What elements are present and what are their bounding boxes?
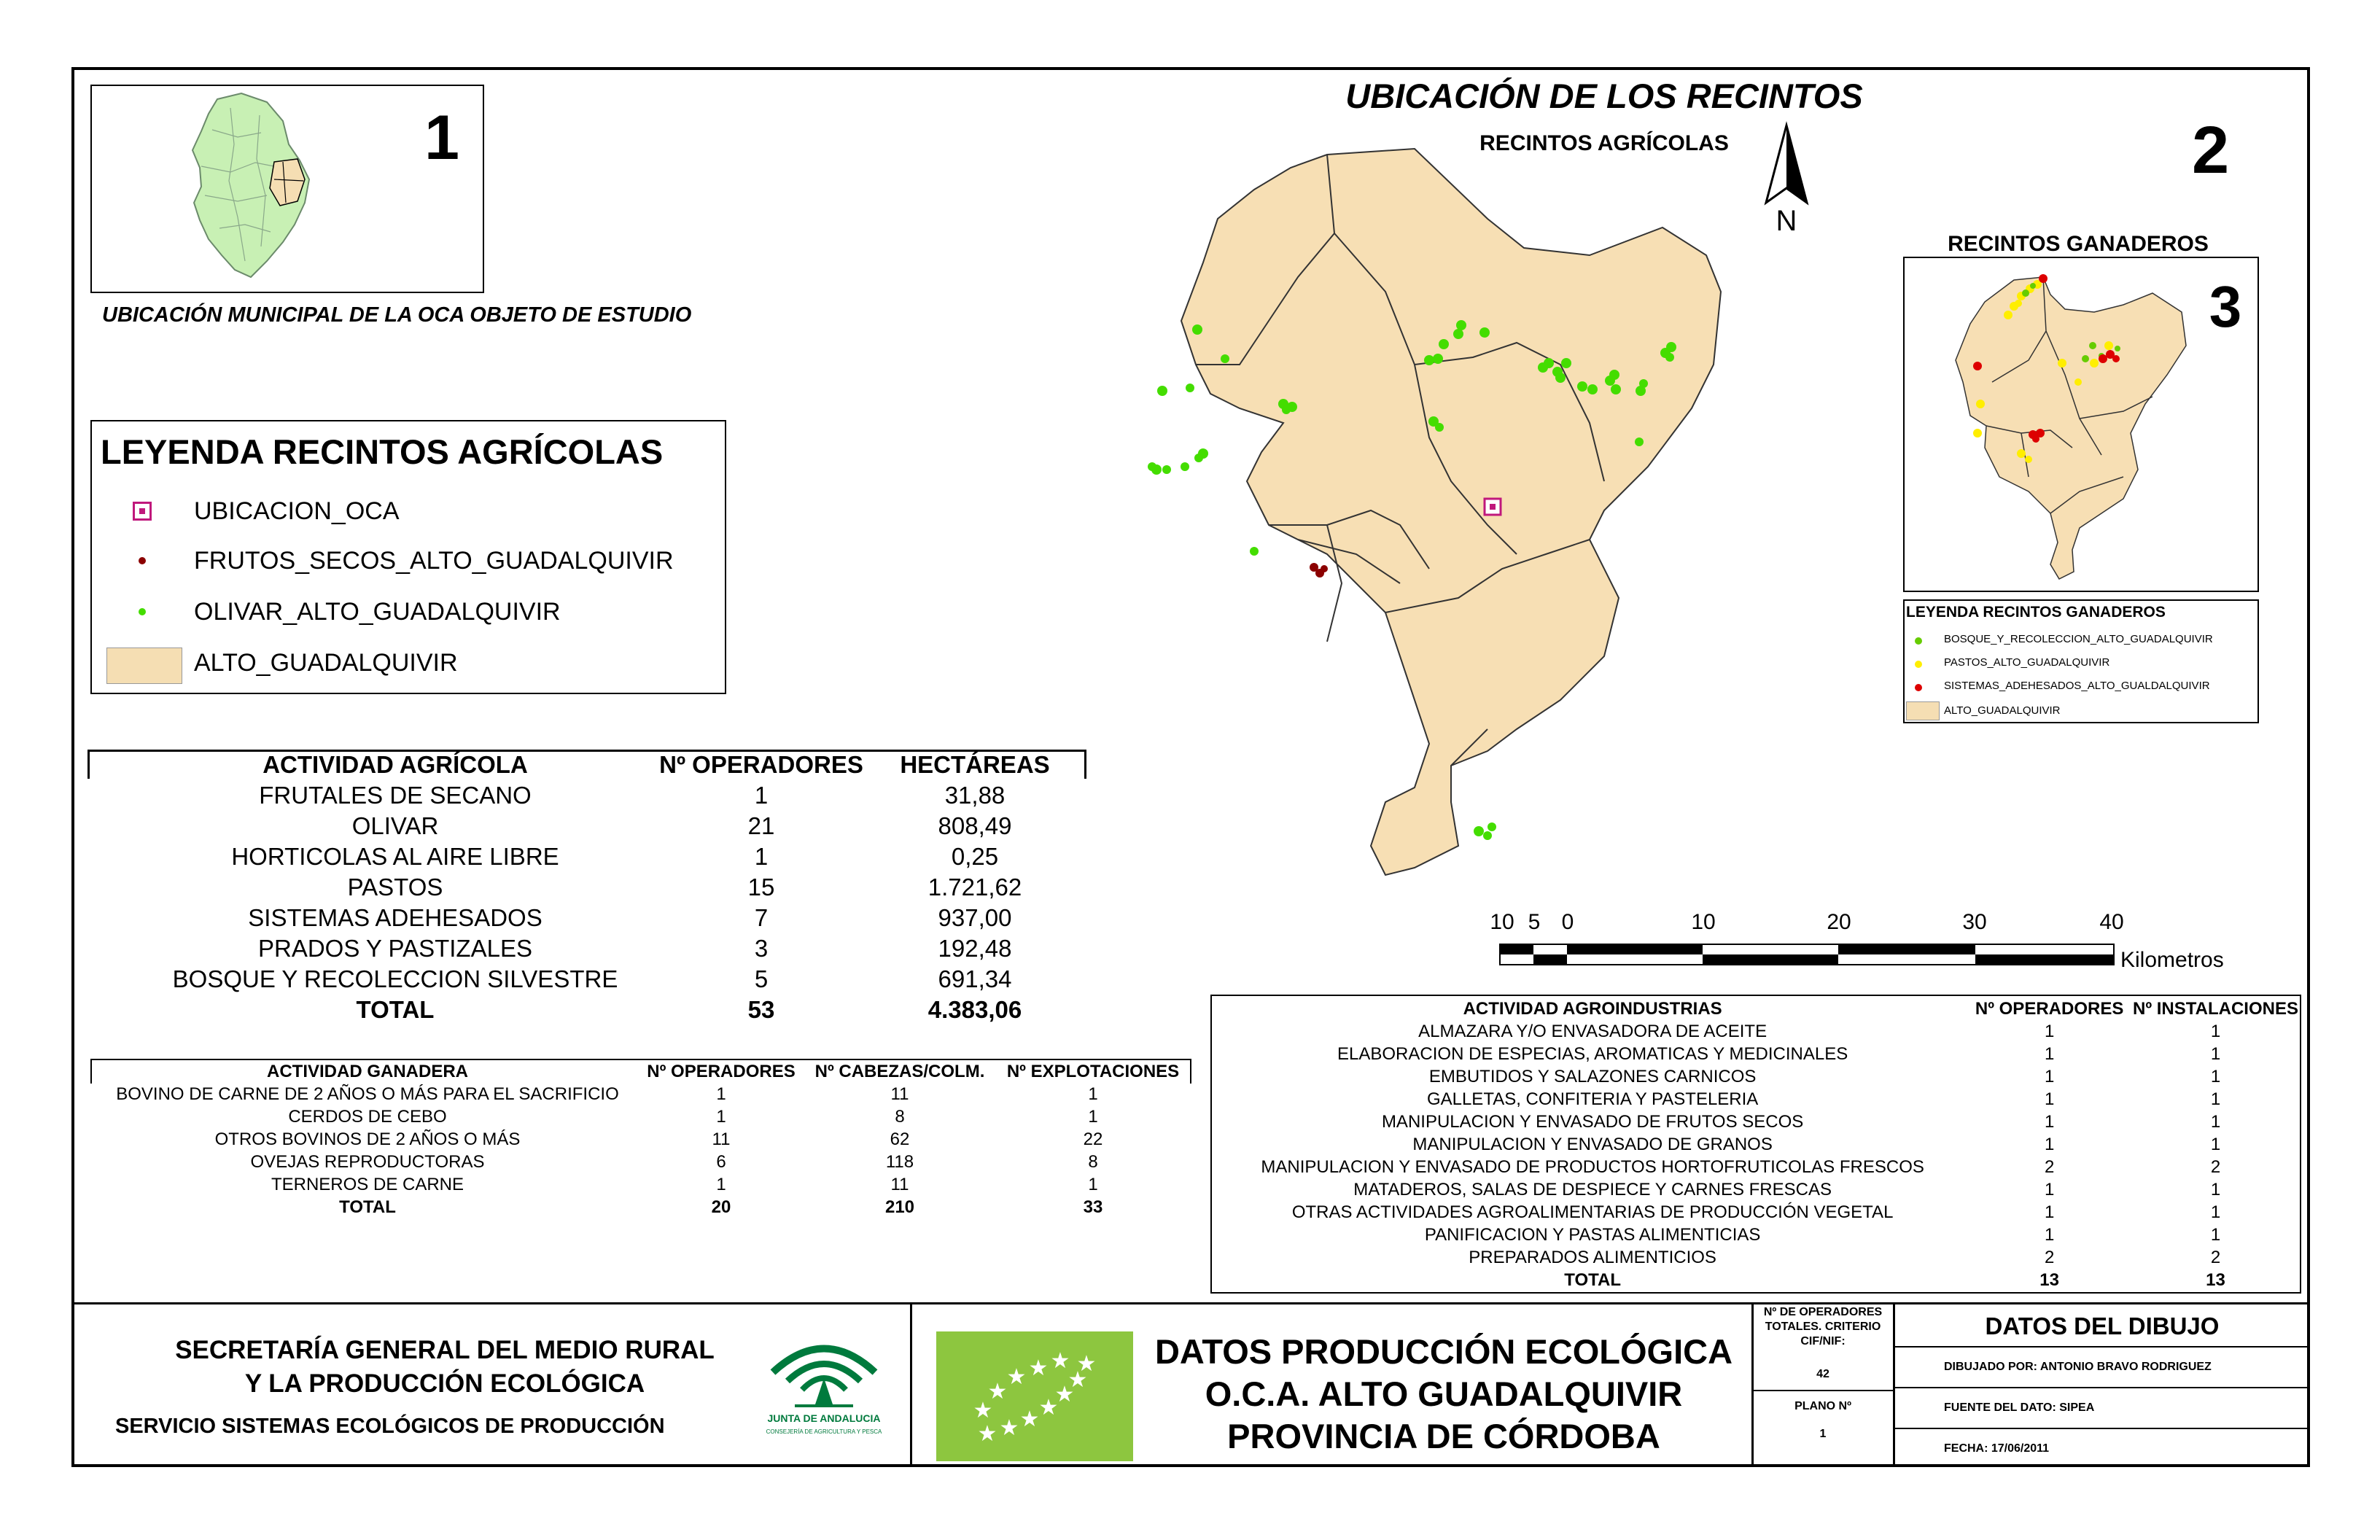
legend-agricola-title: LEYENDA RECINTOS AGRÍCOLAS <box>101 432 664 471</box>
footer-title-line3: PROVINCIA DE CÓRDOBA <box>1227 1417 1660 1455</box>
table-row: MANIPULACION Y ENVASADO DE PRODUCTOS HORTOFRUTICOLAS FRESCOS 2 2 <box>1261 1156 2221 1177</box>
table-row: OTRAS ACTIVIDADES AGROALIMENTARIAS DE PRODUCCIÓN VEGETAL 1 1 <box>1291 1202 2221 1222</box>
ganaderos-title: RECINTOS GANADEROS <box>1948 232 2209 256</box>
inset-map-3 <box>1903 257 2259 592</box>
agricola-header-actividad: ACTIVIDAD AGRÍCOLA <box>262 751 528 778</box>
table-row: PANIFICACION Y PASTAS ALIMENTICIAS 1 1 <box>1424 1224 2221 1245</box>
table-row: GALLETAS, CONFITERIA Y PASTELERIA 1 1 <box>1426 1089 2221 1109</box>
svg-text:★: ★ <box>1050 1349 1070 1373</box>
scale-bar <box>1458 910 2362 976</box>
agricola-table-rightline <box>1084 750 1086 779</box>
svg-text:★: ★ <box>1038 1396 1059 1420</box>
agri-map-label: RECINTOS AGRÍCOLAS <box>1479 131 1729 155</box>
svg-text:★: ★ <box>1006 1365 1027 1389</box>
frutos-secos-points <box>1310 563 1328 578</box>
plano-label: PLANO Nº <box>1794 1400 1851 1412</box>
scale-tick: 10 <box>1490 910 1514 934</box>
scale-tick: 0 <box>1561 910 1574 934</box>
svg-text:★: ★ <box>977 1422 998 1446</box>
legend-swatch-frutos <box>139 557 146 564</box>
table-row: OVEJAS REPRODUCTORAS 6 118 8 <box>250 1151 1098 1172</box>
ganaderos-map <box>1905 258 2258 591</box>
operators-label: Nº DE OPERADORES TOTALES. CRITERIO CIF/NIF: <box>1763 1306 1883 1348</box>
agricola-header-row <box>139 750 1079 780</box>
table-row: TERNEROS DE CARNE 1 11 1 <box>271 1174 1098 1194</box>
table-row: OLIVAR 21 808,49 <box>351 812 1012 839</box>
svg-text:★: ★ <box>973 1399 993 1423</box>
legend-agricola <box>90 420 726 694</box>
agroind-header-row: ACTIVIDAD AGROINDUSTRIAS Nº OPERADORES Nº INSTALACIONES <box>1463 998 2298 1019</box>
dibujado: DIBUJADO POR: ANTONIO BRAVO RODRIGUEZ <box>1944 1361 2212 1373</box>
operators-value: 42 <box>1816 1368 1829 1380</box>
region-polygon <box>1181 149 1721 875</box>
agroind-total-row: TOTAL 13 13 <box>1564 1269 2225 1290</box>
footer-divider-1 <box>910 1302 912 1467</box>
fuente: FUENTE DEL DATO: SIPEA <box>1944 1401 2095 1414</box>
table-row: BOSQUE Y RECOLECCION SILVESTRE 5 691,34 <box>172 965 1012 992</box>
table-row: PREPARADOS ALIMENTICIOS 2 2 <box>1469 1247 2221 1267</box>
ganadera-table <box>98 1060 1191 1218</box>
legend-label-oca: UBICACION_OCA <box>194 497 400 525</box>
table-row: BOVINO DE CARNE DE 2 AÑOS O MÁS PARA EL SACRIFICIO 1 11 1 <box>116 1084 1098 1104</box>
scale-tick: 5 <box>1528 910 1541 934</box>
table-row: PASTOS 15 1.721,62 <box>347 874 1022 901</box>
scale-bar-graphic <box>1499 944 2115 965</box>
scale-tick: 30 <box>1962 910 1987 934</box>
legend-swatch-pastos <box>1915 661 1922 668</box>
agricola-table-leftline <box>88 750 90 779</box>
legend-swatch-olivar <box>139 608 146 615</box>
scale-unit: Kilometros <box>2120 948 2224 972</box>
table-row: OTROS BOVINOS DE 2 AÑOS O MÁS 11 62 22 <box>214 1129 1103 1149</box>
oca-location-marker <box>1485 499 1501 515</box>
footer-hline-datos <box>1893 1346 2310 1348</box>
table-row: FRUTALES DE SECANO 1 31,88 <box>259 782 1006 809</box>
footer-hline-plano <box>1751 1390 1894 1391</box>
footer-topline <box>71 1302 2310 1304</box>
svg-text:★: ★ <box>987 1380 1008 1404</box>
ganadera-total-row: TOTAL 20 210 33 <box>339 1197 1103 1217</box>
table-row: SISTEMAS ADEHESADOS 7 937,00 <box>248 904 1012 931</box>
agroind-table <box>1219 998 2298 1291</box>
agricola-header-hectareas: HECTÁREAS <box>900 751 1050 778</box>
inset-map-1 <box>90 85 484 293</box>
main-map-number: 2 <box>2192 113 2230 187</box>
scale-tick: 10 <box>1691 910 1716 934</box>
table-row: EMBUTIDOS Y SALAZONES CARNICOS 1 1 <box>1428 1066 2221 1086</box>
legend-label-alto: ALTO_GUADALQUIVIR <box>194 649 458 677</box>
agricola-total-row: TOTAL 53 4.383,06 <box>356 996 1022 1023</box>
table-row: MATADEROS, SALAS DE DESPIECE Y CARNES FRESCAS 1 1 <box>1353 1179 2221 1199</box>
eu-organic-logo <box>936 1331 1133 1461</box>
svg-text:★: ★ <box>1054 1382 1075 1407</box>
legend-swatch-oca <box>133 502 152 521</box>
legend-swatch-adehesados <box>1915 684 1922 691</box>
datos-title: DATOS DEL DIBUJO <box>1985 1312 2220 1339</box>
legend-ganaderos-title: LEYENDA RECINTOS GANADEROS <box>1906 604 2166 621</box>
agricola-header-operadores: Nº OPERADORES <box>659 751 863 778</box>
fecha: FECHA: 17/06/2011 <box>1944 1442 2050 1455</box>
north-label: N <box>1776 205 1797 237</box>
legend-label-adehesados: SISTEMAS_ADEHESADOS_ALTO_GUALDALQUIVIR <box>1944 680 2210 692</box>
junta-name: JUNTA DE ANDALUCIA <box>767 1412 881 1424</box>
svg-text:★: ★ <box>1068 1368 1088 1392</box>
table-row: CERDOS DE CEBO 1 8 1 <box>288 1106 1098 1127</box>
main-title: UBICACIÓN DE LOS RECINTOS <box>1345 77 1863 115</box>
svg-text:★: ★ <box>999 1416 1019 1440</box>
legend-label-bosque: BOSQUE_Y_RECOLECCION_ALTO_GUADALQUIVIR <box>1944 633 2213 645</box>
table-row: PRADOS Y PASTIZALES 3 192,48 <box>258 935 1012 962</box>
table-row: MANIPULACION Y ENVASADO DE GRANOS 1 1 <box>1412 1134 2221 1154</box>
scale-tick: 20 <box>1827 910 1851 934</box>
legend-label-alto-g: ALTO_GUADALQUIVIR <box>1944 704 2061 717</box>
table-row: ALMAZARA Y/O ENVASADORA DE ACEITE 1 1 <box>1418 1021 2221 1041</box>
svg-text:★: ★ <box>1076 1352 1097 1376</box>
inset3-number: 3 <box>2209 274 2242 339</box>
legend-swatch-bosque <box>1915 637 1922 645</box>
main-map <box>1108 146 1750 890</box>
org-line1: SECRETARÍA GENERAL DEL MEDIO RURAL <box>175 1336 715 1364</box>
legend-swatch-alto-g <box>1906 701 1940 720</box>
footer-hline-fuente <box>1893 1428 2310 1429</box>
legend-label-frutos: FRUTOS_SECOS_ALTO_GUADALQUIVIR <box>194 547 674 575</box>
ganadera-table-leftline <box>90 1059 92 1084</box>
province-outline <box>92 86 483 292</box>
junta-sub: CONSEJERÍA DE AGRICULTURA Y PESCA <box>766 1428 882 1435</box>
table-row: ELABORACION DE ESPECIAS, AROMATICAS Y MEDICINALES 1 1 <box>1337 1043 2221 1064</box>
footer-title-line1: DATOS PRODUCCIÓN ECOLÓGICA <box>1154 1332 1733 1371</box>
svg-text:★: ★ <box>1019 1407 1040 1431</box>
table-row: MANIPULACION Y ENVASADO DE FRUTOS SECOS 1 1 <box>1381 1111 2221 1132</box>
scale-tick: 40 <box>2099 910 2124 934</box>
org-line2: Y LA PRODUCCIÓN ECOLÓGICA <box>244 1369 645 1398</box>
legend-ganaderos <box>1903 599 2259 723</box>
plano-value: 1 <box>1819 1428 1827 1440</box>
legend-label-pastos: PASTOS_ALTO_GUADALQUIVIR <box>1944 656 2110 669</box>
north-arrow <box>1750 121 1823 238</box>
inset1-caption: UBICACIÓN MUNICIPAL DE LA OCA OBJETO DE ESTUDIO <box>102 303 692 327</box>
junta-andalucia-logo <box>751 1329 897 1438</box>
legend-swatch-alto <box>106 648 182 684</box>
svg-text:★: ★ <box>1028 1356 1049 1380</box>
agricola-table <box>139 750 1079 1025</box>
table-row: HORTICOLAS AL AIRE LIBRE 1 0,25 <box>231 843 999 870</box>
service-line: SERVICIO SISTEMAS ECOLÓGICOS DE PRODUCCIÓN <box>115 1415 665 1438</box>
legend-label-olivar: OLIVAR_ALTO_GUADALQUIVIR <box>194 598 561 626</box>
footer-title-line2: O.C.A. ALTO GUADALQUIVIR <box>1205 1374 1683 1413</box>
inset1-number: 1 <box>424 103 459 173</box>
ganadera-header-row: ACTIVIDAD GANADERA Nº OPERADORES Nº CABEZAS/COLM. Nº EXPLOTACIONES <box>267 1061 1180 1081</box>
footer-hline-dibujado <box>1893 1387 2310 1388</box>
